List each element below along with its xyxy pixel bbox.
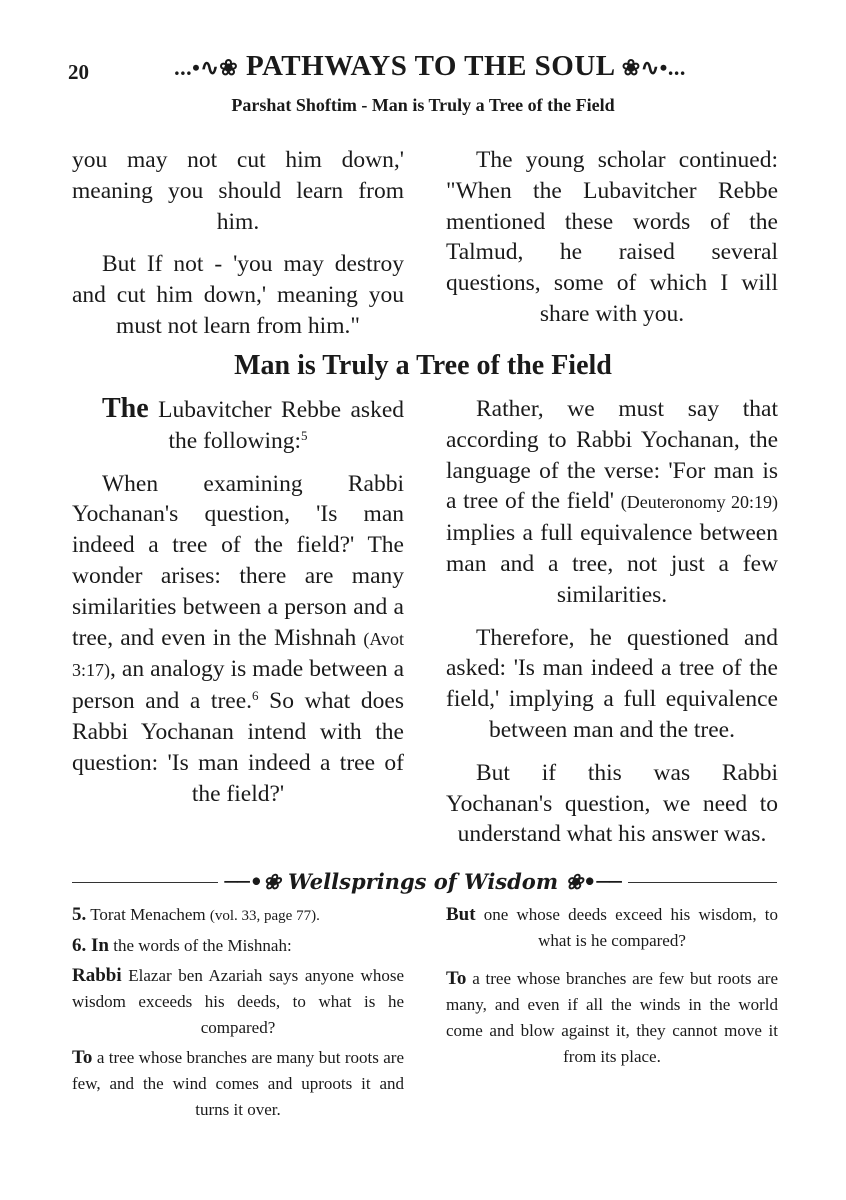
footnote-text: a tree whose branches are many but roots are few, and the wind comes and uproots it and turns it over.: [72, 1048, 404, 1119]
paragraph: The young scholar continued: "When the Lubavitcher Rebbe mentioned these words of the Talmud, he raised several questions, some of which I will share with you.: [446, 147, 778, 327]
lead-word: In: [86, 935, 109, 956]
mishnah-answer: [446, 966, 778, 1070]
divider-label: Wellsprings of Wisdom: [287, 869, 559, 894]
paragraph-text: When examining Rabbi Yochanan's question, 'Is man indeed a tree of the field?' The wonder arises: there are many similarities between a person and a tree, and even in the Mishnah: [72, 470, 404, 651]
footnotes-right-column: [446, 902, 778, 1074]
footnote-text: one whose deeds exceed his wisdom, to what is he compared?: [475, 905, 778, 950]
page-number: 20: [68, 60, 89, 84]
top-left-column: [72, 145, 404, 354]
footnote-marker: 6: [252, 688, 259, 704]
right-flourish-ornament: ❀∿•...: [621, 55, 686, 80]
paragraph: [72, 394, 404, 457]
citation: (Deuteronomy 20:19): [620, 492, 779, 513]
footnote-number: 6.: [72, 935, 87, 956]
section-heading: Man is Truly a Tree of the Field: [234, 350, 612, 381]
footnote-5: [72, 902, 404, 929]
lead-word: But: [446, 904, 476, 925]
footnote-text: a tree whose branches are few but roots are many, and even if all the winds in the world come and blow against it, they cannot move it from its place.: [446, 969, 778, 1066]
paragraph-text: , an analogy is made between a person and a tree.: [72, 656, 404, 715]
running-title: PATHWAYS TO THE SOUL: [245, 50, 615, 82]
paragraph: [72, 469, 404, 810]
divider-right-ornament: ❀•──: [565, 869, 622, 894]
footnotes-left-column: [72, 902, 404, 1127]
paragraph: Therefore, he questioned and asked: 'Is man indeed a tree of the field,' implying a full equivalence between man and the tree.: [446, 624, 778, 743]
mishnah-question: [446, 902, 778, 954]
footnote-6: [72, 933, 404, 959]
lead-word: The: [102, 393, 149, 424]
chapter-subtitle: Parshat Shoftim - Man is Truly a Tree of the Field: [231, 95, 615, 115]
footnote-number: 5.: [72, 904, 87, 925]
running-header: [130, 50, 730, 83]
top-right-column: [446, 145, 778, 342]
paragraph-text: implies a full equivalence between man and a tree, not just a few similarities.: [446, 520, 778, 608]
footnote-text: the words of the Mishnah:: [108, 936, 292, 955]
mishnah-question: [72, 963, 404, 1041]
paragraph: But If not - 'you may destroy and cut him down,' meaning you must not learn from him.": [72, 251, 404, 339]
footnote-marker: 5: [301, 427, 308, 443]
paragraph: you may not cut him down,' meaning you should learn from him.: [72, 147, 404, 235]
paragraph-text: Lubavitcher Rebbe asked the following:: [148, 397, 404, 454]
lead-word: Rabbi: [72, 965, 122, 986]
main-left-column: [72, 394, 404, 821]
lead-word: To: [446, 968, 467, 989]
paragraph: [446, 394, 778, 611]
left-flourish-ornament: ...•∿❀: [174, 55, 239, 80]
mishnah-answer: [72, 1045, 404, 1123]
citation: (Avot 3:17): [72, 628, 404, 681]
citation: (vol. 33, page 77).: [209, 908, 320, 924]
lead-word: To: [72, 1047, 93, 1068]
footnote-divider: [0, 869, 846, 894]
divider-left-ornament: ──•❀: [224, 869, 281, 894]
footnote-text: Elazar ben Azariah says anyone whose wisdom exceeds his deeds, to what is he compared?: [72, 966, 404, 1037]
paragraph-text: Rather, we must say that according to Rabbi Yochanan, the language of the verse: 'For man is a tree of the field': [446, 396, 778, 515]
main-right-column: [446, 394, 778, 862]
paragraph: But if this was Rabbi Yochanan's question, we need to understand what his answer was.: [446, 759, 778, 848]
footnote-text: Torat Menachem: [86, 905, 210, 924]
paragraph-text: So what does Rabbi Yochanan intend with the question: 'Is man indeed a tree of the field?': [72, 688, 404, 807]
